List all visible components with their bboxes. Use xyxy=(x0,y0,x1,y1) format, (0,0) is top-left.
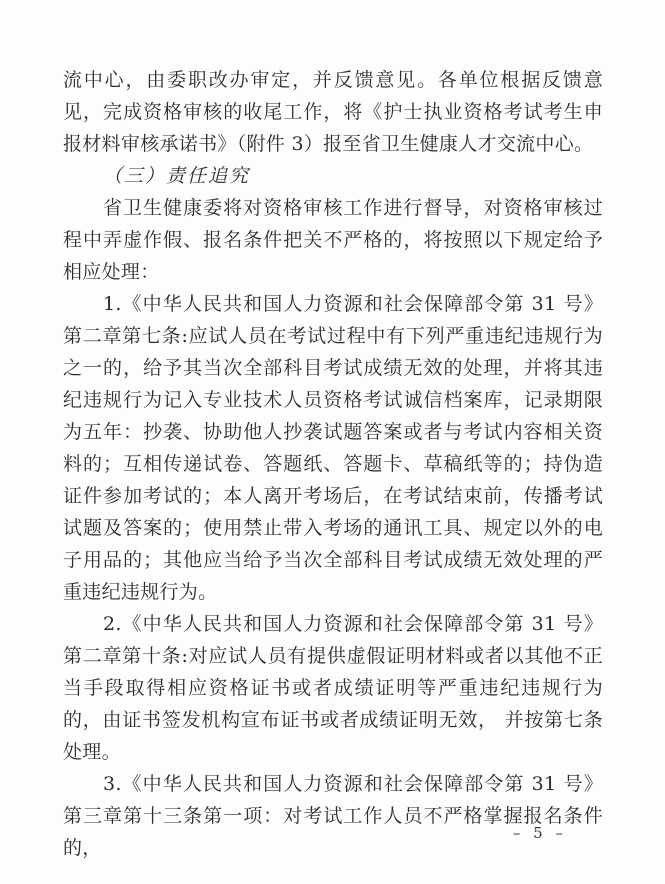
paragraph: 1.《中华人民共和国人力资源和社会保障部令第 31 号》第二章第七条:应试人员在考试过程中有下列严重违纪违规行为之一的，给予其当次全部科目考试成绩无效的处理，并将其违纪违规行为记入专业技术人员资格考试诚信档案库，记录期限为五年：抄袭、协助他人抄袭试题答案或者与考试内容相关资料的；互相传递试卷、答题纸、答题卡、草稿纸等的；持伪造证件参加考试的；本人离开考场后，在考试结束前，传播考试试题及答案的；使用禁止带入考场的通讯工具、规定以外的电子用品的；其他应当给予当次全部科目考试成绩无效处理的严重违纪违规行为。 xyxy=(63,293,603,603)
page-number: – 5 – xyxy=(512,824,567,842)
paragraph: 省卫生健康委将对资格审核工作进行督导，对资格审核过程中弄虚作假、报名条件把关不严格的，将按照以下规定给予相应处理： xyxy=(63,197,603,283)
section-heading: （三）责任追究 xyxy=(103,165,251,187)
paragraph: 流中心，由委职改办审定，并反馈意见。各单位根据反馈意见，完成资格审核的收尾工作，将《护士执业资格考试考生申报材料审核承诺书》（附件 3）报至省卫生健康人才交流中心。 xyxy=(63,69,603,155)
paragraph: 3.《中华人民共和国人力资源和社会保障部令第 31 号》第三章第十三条第一项：对考试工作人员不严格掌握报名条件的， xyxy=(63,773,603,859)
document-body xyxy=(63,64,603,864)
paragraph: 2.《中华人民共和国人力资源和社会保障部令第 31 号》第二章第十条:对应试人员有提供虚假证明材料或者以其他不正当手段取得相应资格证书或者成绩证明等严重违纪违规行为的，由证书签发机构宣布证书或者成绩证明无效， 并按第七条处理。 xyxy=(63,613,603,763)
